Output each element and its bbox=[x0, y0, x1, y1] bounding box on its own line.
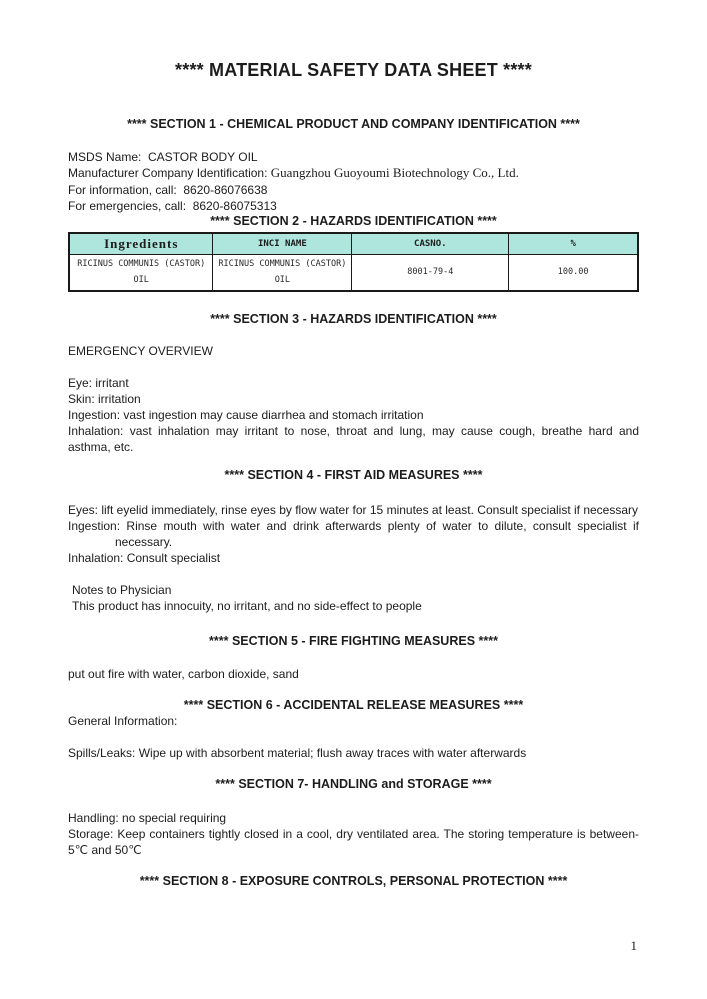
ingestion-first-aid-paragraph: Ingestion: Rinse mouth with water and drink afterwards plenty of water to dilute, consult specialist if necessary. bbox=[68, 519, 639, 550]
general-information-label: General Information: bbox=[68, 714, 178, 729]
ingredients-table bbox=[68, 232, 639, 292]
header-cell-ingredients: Ingredients bbox=[69, 233, 213, 254]
data-cell-casno: 8001-79-4 bbox=[352, 254, 509, 291]
data-cell-inci-name: RICINUS COMMUNIS (CASTOR) OIL bbox=[213, 254, 352, 291]
document-title: **** MATERIAL SAFETY DATA SHEET **** bbox=[175, 60, 532, 80]
inhalation-paragraph: Inhalation: vast inhalation may irritant to nose, throat and lung, may cause cough, breathe hard and asthma, etc. bbox=[68, 424, 639, 455]
section-1-heading: **** SECTION 1 - CHEMICAL PRODUCT AND COMPANY IDENTIFICATION **** bbox=[127, 117, 580, 131]
page-number: 1 bbox=[630, 938, 637, 953]
handling-line: Handling: no special requiring bbox=[68, 811, 227, 826]
eye-line: Eye: irritant bbox=[68, 376, 129, 391]
spills-leaks-line: Spills/Leaks: Wipe up with absorbent material; flush away traces with water afterwards bbox=[68, 746, 527, 761]
emergency-call-line: For emergencies, call: 8620-86075313 bbox=[68, 198, 277, 213]
notes-to-physician-title: Notes to Physician bbox=[72, 583, 172, 598]
data-cell-ingredient: RICINUS COMMUNIS (CASTOR) OIL bbox=[69, 254, 213, 291]
manufacturer-company-name: Guangzhou Guoyoumi Biotechnology Co., Ltd. bbox=[270, 165, 519, 181]
section-1-body bbox=[68, 149, 639, 214]
section-6-heading: **** SECTION 6 - ACCIDENTAL RELEASE MEASURES **** bbox=[183, 698, 524, 713]
storage-paragraph: Storage: Keep containers tightly closed in a cool, dry ventilated area. The storing temperature is between-5℃ and 50℃ bbox=[68, 827, 639, 858]
section-7-heading: **** SECTION 7- HANDLING and STORAGE **** bbox=[215, 777, 492, 792]
inhalation-first-aid-line: Inhalation: Consult specialist bbox=[68, 551, 221, 566]
ingredients-table-data-row bbox=[69, 254, 638, 291]
section-8-heading: **** SECTION 8 - EXPOSURE CONTROLS, PERSONAL PROTECTION **** bbox=[139, 874, 568, 889]
emergency-overview-label: EMERGENCY OVERVIEW bbox=[68, 344, 213, 359]
header-cell-casno: CASNO. bbox=[352, 233, 509, 254]
manufacturer-label: Manufacturer Company Identification: bbox=[68, 166, 271, 181]
msds-name-line: MSDS Name: CASTOR BODY OIL bbox=[68, 150, 258, 164]
section-7-body bbox=[68, 810, 639, 858]
ingestion-line: Ingestion: vast ingestion may cause diarrhea and stomach irritation bbox=[68, 408, 424, 423]
manufacturer-line bbox=[68, 165, 639, 181]
blank-line bbox=[68, 359, 639, 375]
section-3-heading: **** SECTION 3 - HAZARDS IDENTIFICATION **** bbox=[210, 312, 497, 327]
header-cell-percent: % bbox=[509, 233, 638, 254]
blank-line bbox=[68, 566, 639, 582]
blank-line bbox=[68, 729, 639, 745]
section-2-heading: **** SECTION 2 - HAZARDS IDENTIFICATION **** bbox=[210, 214, 497, 229]
eyes-first-aid-paragraph: Eyes: lift eyelid immediately, rinse eyes by flow water for 15 minutes at least. Consult specialist if necessary bbox=[68, 503, 639, 518]
section-5-heading: **** SECTION 5 - FIRE FIGHTING MEASURES **** bbox=[209, 634, 498, 649]
header-cell-inci-name: INCI NAME bbox=[213, 233, 352, 254]
ingredients-table-header-row bbox=[69, 233, 638, 254]
section-4-body bbox=[68, 502, 639, 614]
section-6-body bbox=[68, 713, 639, 761]
data-cell-percent: 100.00 bbox=[509, 254, 638, 291]
section-3-body bbox=[68, 343, 639, 455]
skin-line: Skin: irritation bbox=[68, 392, 141, 407]
section-4-heading: **** SECTION 4 - FIRST AID MEASURES **** bbox=[224, 468, 483, 483]
fire-fighting-line: put out fire with water, carbon dioxide, sand bbox=[68, 667, 299, 682]
information-call-line: For information, call: 8620-86076638 bbox=[68, 182, 268, 197]
notes-to-physician-body: This product has innocuity, no irritant, and no side-effect to people bbox=[72, 599, 422, 614]
